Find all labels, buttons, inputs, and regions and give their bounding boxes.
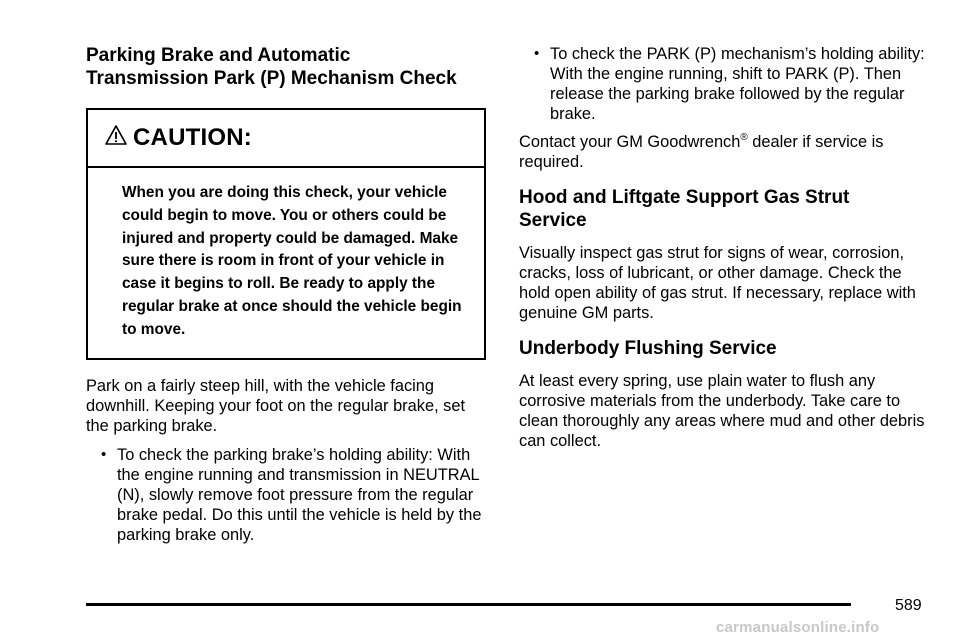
caution-title: CAUTION: xyxy=(133,124,252,151)
bullet-text: To check the parking brake’s holding ability: With the engine running and transmission in NEUTRAL (N), slowly remove foot pressure from the regular brake pedal. Do this until the vehicle is held by the parking brake only. xyxy=(117,445,482,544)
left-column xyxy=(86,44,490,545)
caution-body xyxy=(88,168,484,358)
caution-header xyxy=(88,110,484,168)
heading-line-2: Transmission Park (P) Mechanism Check xyxy=(86,68,457,89)
heading-line-2: Service xyxy=(519,210,587,231)
bullet-parking-brake xyxy=(86,445,490,545)
right-column xyxy=(519,44,933,451)
contact-text-start: Contact your GM Goodwrench xyxy=(519,133,741,151)
caution-text: When you are doing this check, your vehicle could begin to move. You or others could be injured and property could be damaged. Make sure there is room in front of your vehicle in case it begins to roll. Be ready to apply the regular brake at once should the vehicle begin to move. xyxy=(122,184,462,338)
watermark: carmanualsonline.info xyxy=(716,619,880,636)
page-number: 589 xyxy=(895,597,922,614)
contact-text-end: dealer if service is required. xyxy=(519,133,884,171)
contact-dealer-paragraph xyxy=(519,132,933,172)
parking-paragraph: Park on a fairly steep hill, with the vehicle facing downhill. Keeping your foot on the regular brake, set the parking brake. xyxy=(86,376,466,435)
bullet-marker: • xyxy=(101,445,107,463)
underbody-text: At least every spring, use plain water to flush any corrosive materials from the underbody. Take care to clean thoroughly any areas where mud and other debris can collect. xyxy=(519,372,925,450)
warning-triangle-icon xyxy=(105,124,127,146)
heading-line-1: Parking Brake and Automatic xyxy=(86,45,351,66)
section-heading-hood-liftgate xyxy=(519,186,933,232)
section-heading-underbody: Underbody Flushing Service xyxy=(519,338,777,359)
bullet-park-mechanism xyxy=(519,44,933,124)
bullet-text: To check the PARK (P) mechanism’s holding ability: With the engine running, shift to PARK (P). Then release the parking brake followed by the regular brake. xyxy=(550,45,925,123)
registered-mark: ® xyxy=(740,131,748,143)
caution-box xyxy=(86,108,486,360)
section-heading-parking-brake xyxy=(86,44,490,90)
footer-rule xyxy=(86,603,851,606)
hood-liftgate-text: Visually inspect gas strut for signs of wear, corrosion, cracks, loss of lubricant, or other damage. Check the hold open ability of gas strut. If necessary, replace with genuine GM parts. xyxy=(519,244,916,322)
bullet-marker: • xyxy=(534,45,540,62)
heading-line-1: Hood and Liftgate Support Gas Strut xyxy=(519,187,850,208)
